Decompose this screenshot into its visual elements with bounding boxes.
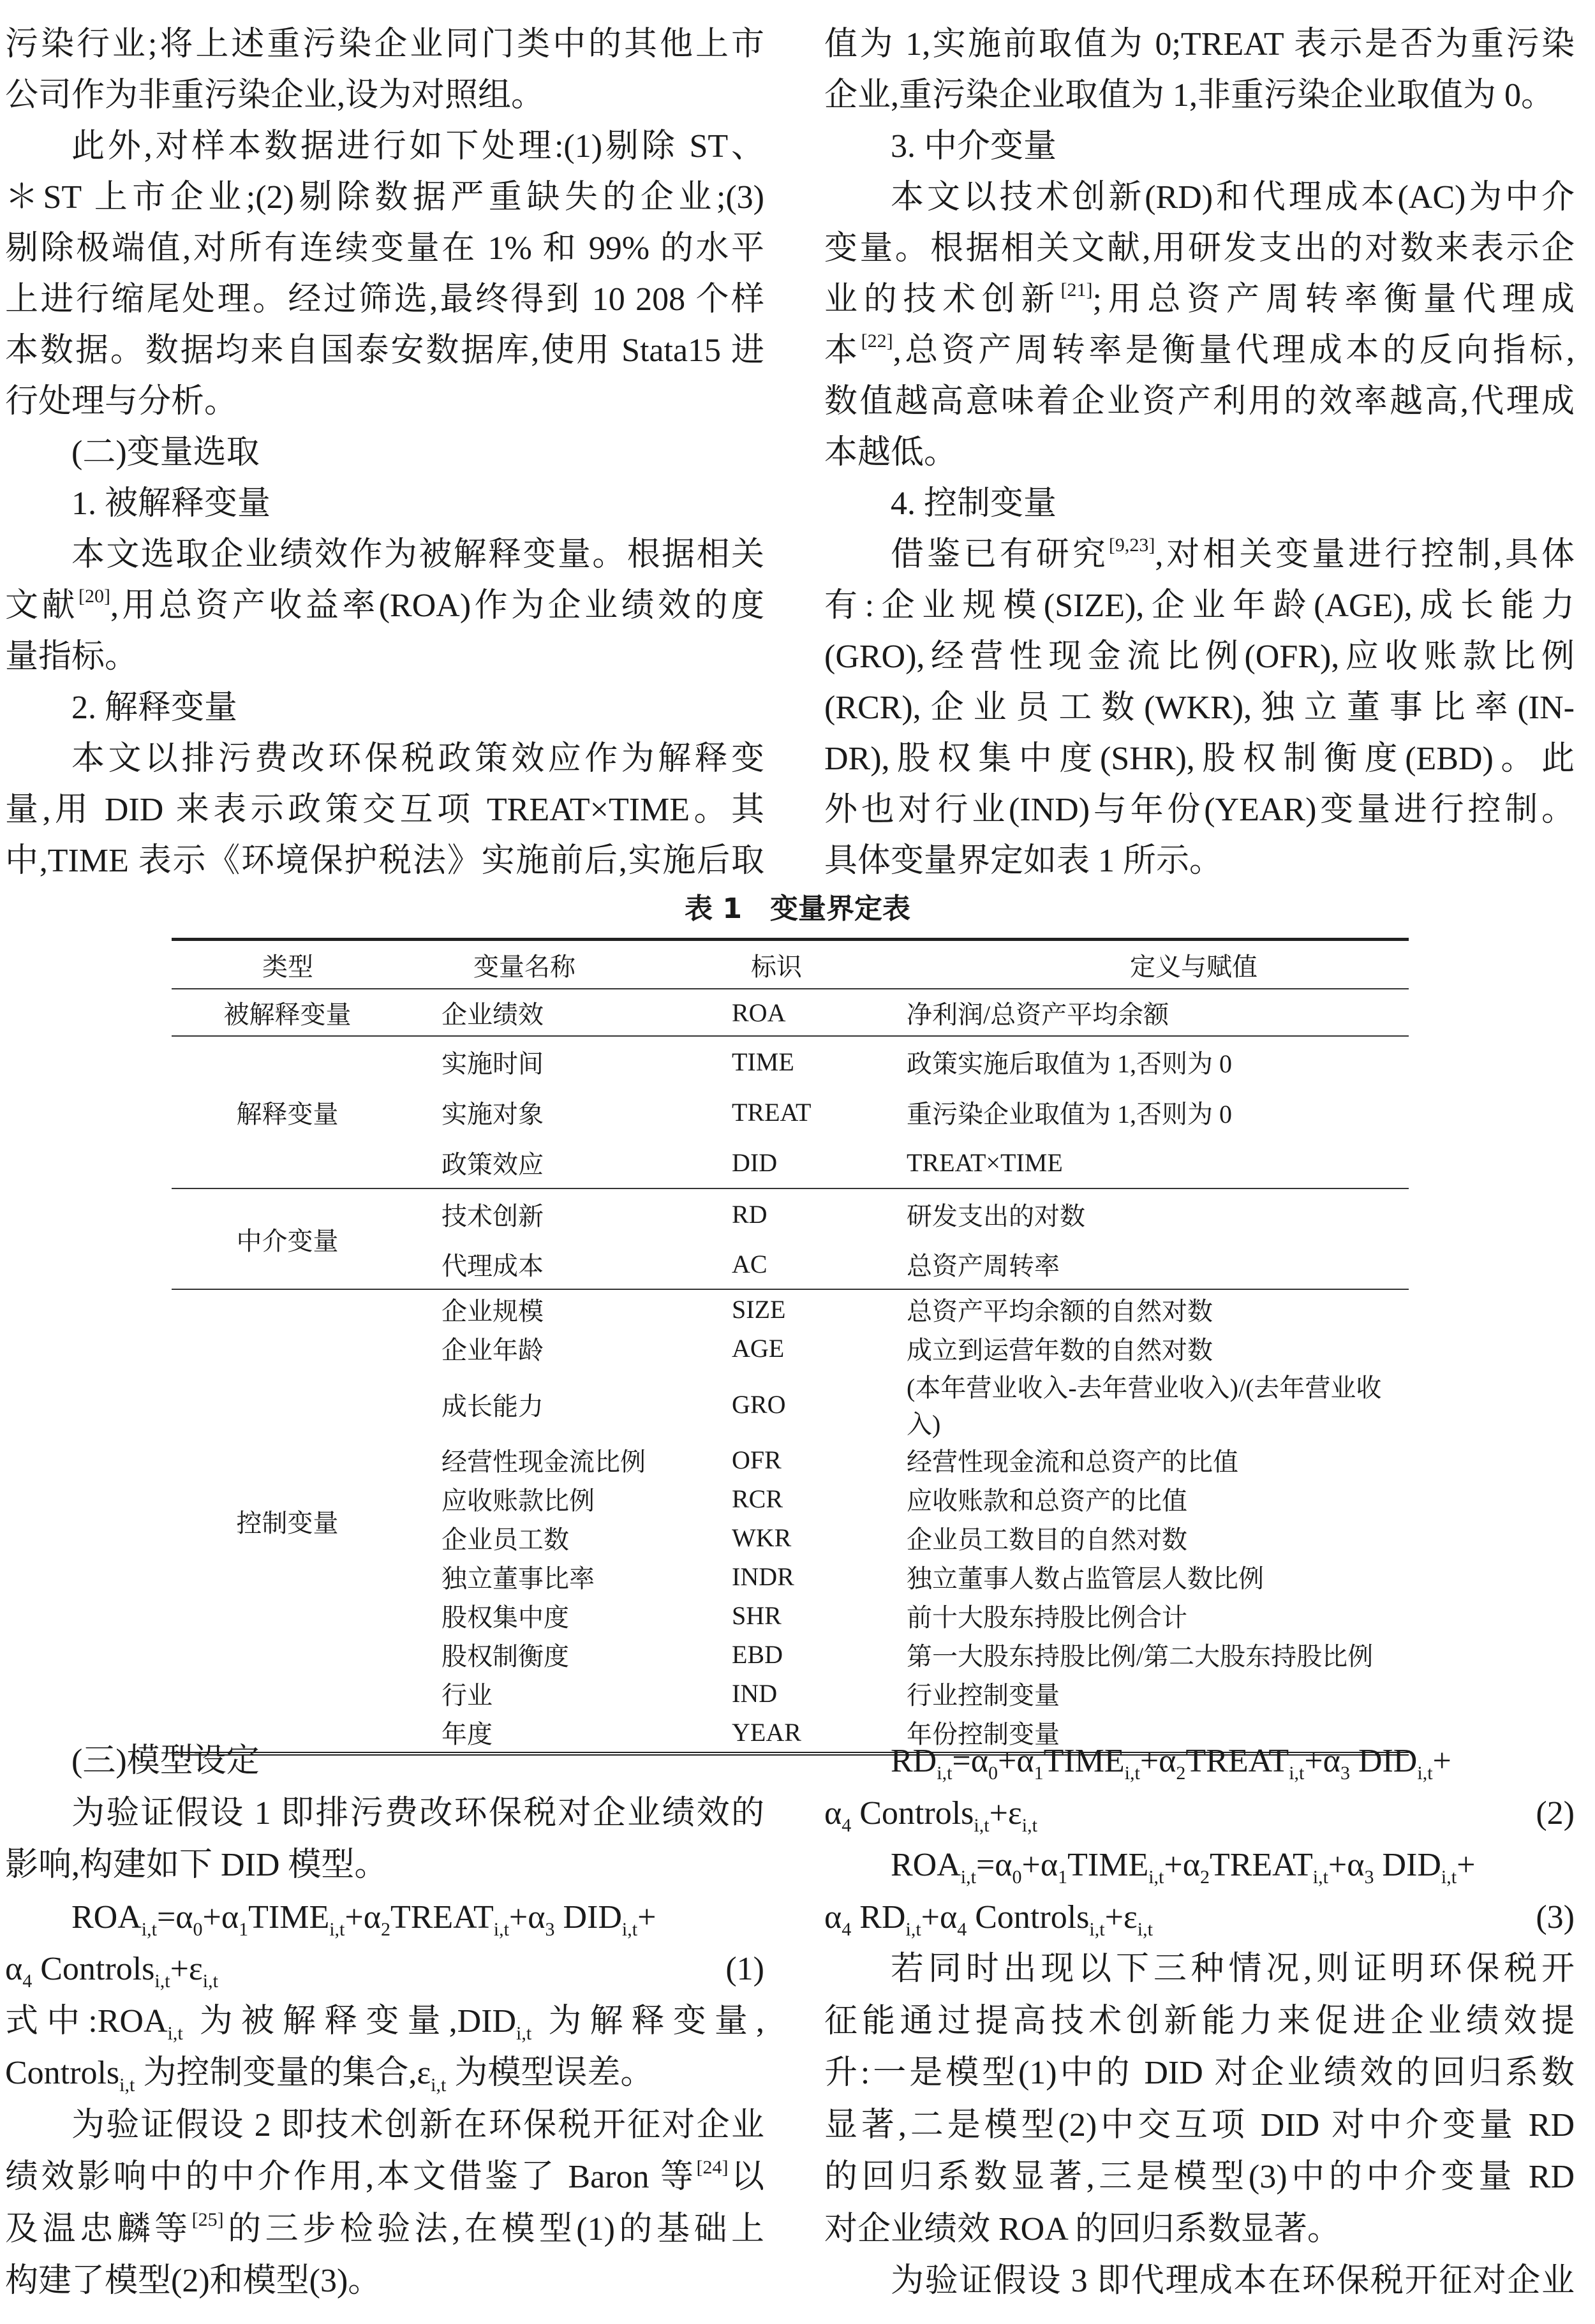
table-title: 表 1 变量界定表 [685,892,910,925]
text-line: 征能通过提高技术创新能力来促进企业绩效提 [824,2002,1575,2039]
cell-id: AC [732,1239,907,1289]
table-row [172,1289,1409,1329]
text-line: 借鉴已有研究[9,23],对相关变量进行控制,具体 [891,535,1575,573]
cell-definition: 政策实施后取值为 1,否则为 0 [907,1049,1232,1078]
equation-line [5,1891,764,1944]
text-line: 量指标。 [5,639,138,675]
text-line: 影响,构建如下 DID 模型。 [5,1847,388,1883]
cell-name: 实施对象 [441,1100,544,1129]
header-definition: 定义与赋值 [907,940,1409,989]
text-line: 外也对行业(IND)与年份(YEAR)变量进行控制。 [824,792,1575,828]
equation-line [824,1735,1575,1787]
text-line: 文献[20],用总资产收益率(ROA)作为企业绩效的度 [5,586,764,624]
cell-name: 应收账款比例 [441,1486,595,1515]
cell-name: 代理成本 [441,1239,732,1289]
variable-definition-table [172,938,1409,1756]
text-line: 有:企业规模(SIZE),企业年龄(AGE),成长能力 [824,588,1575,624]
cell-definition: TREAT×TIME [907,1137,1409,1188]
cell-definition: 行业控制变量 [907,1681,1060,1710]
equation-line [824,1787,1575,1840]
text-line: 3. 中介变量 [891,128,1057,165]
text-line: 升:一是模型(1)中的 DID 对企业绩效的回归系数 [824,2055,1575,2091]
equation-line [824,1891,1575,1944]
equation-text: $RD_{i,t}=\alpha_0+\alpha_1TIME_{i,t}+\alpha_2TREAT_{i,t}+\alpha_3$ $DID_{i,t}+$ [891,1743,1451,1784]
cell-name: 股权制衡度 [441,1642,569,1671]
text-line: ＊ST 上市企业;(2)剔除数据严重缺失的企业;(3) [5,179,764,216]
cell-id: RCR [732,1484,783,1513]
table-header-row [172,940,1409,989]
cell-definition: 应收账款和总资产的比值 [907,1486,1187,1515]
text-line: 具体变量界定如表 1 所示。 [824,843,1223,879]
cell-type: 解释变量 [172,1036,441,1188]
text-line: (RCR),企业员工数(WKR),独立董事比率(IN- [824,690,1575,726]
text-line: 2. 解释变量 [71,690,238,726]
cell-id: DID [732,1137,907,1188]
equation-number: (3) [1536,1898,1575,1935]
cell-id: GRO [732,1389,786,1419]
cell-id: SHR [732,1601,782,1630]
equation-text: $\alpha_4$ $Controls_{i,t}+\varepsilon_{i,t}$ [5,1951,218,1992]
cell-definition: 重污染企业取值为 1,否则为 0 [907,1100,1232,1129]
text-line: 4. 控制变量 [891,485,1057,522]
text-line: 中,TIME 表示《环境保护税法》实施前后,实施后取 [5,843,764,879]
equation-text: $ROA_{i,t}=\alpha_0+\alpha_1TIME_{i,t}+\alpha_2TREAT_{i,t}+\alpha_3$ $DID_{i,t}+$ [891,1847,1476,1888]
text-line: 为验证假设 1 即排污费改环保税对企业绩效的 [71,1795,764,1832]
cell-name: 经营性现金流比例 [441,1447,646,1476]
cell-name: 企业绩效 [441,989,732,1036]
cell-definition: (本年营业收入-去年营业收入)/(去年营业收入) [907,1373,1382,1439]
text-line: 式中$:ROA_{i,t}$ 为被解释变量$,DID_{i,t}$ 为解释变量, [5,2002,764,2044]
equation-number: (2) [1536,1795,1575,1832]
header-type: 类型 [172,940,441,989]
cell-name: 独立董事比率 [441,1564,595,1593]
cell-name: 企业规模 [441,1297,544,1326]
cell-definition: 第一大股东持股比例/第二大股东持股比例 [907,1642,1374,1671]
text-line: 绩效影响中的中介作用,本文借鉴了 Baron 等[24]以 [5,2157,764,2195]
header-id: 标识 [732,940,907,989]
cell-name: 技术创新 [441,1201,544,1231]
cell-type: 被解释变量 [172,989,441,1036]
body-text-bottom-right [824,1735,1575,2307]
text-line: 上进行缩尾处理。经过筛选,最终得到 10 208 个样 [5,281,764,318]
equation-number: (1) [725,1951,764,1987]
cell-name: 成长能力 [441,1391,544,1421]
text-line: 数值越高意味着企业资产利用的效率越高,代理成 [824,383,1575,420]
text-line: 若同时出现以下三种情况,则证明环保税开 [891,1951,1575,1987]
cell-id: OFR [732,1446,782,1474]
cell-type: 控制变量 [236,1508,339,1537]
text-line: (GRO),经营性现金流比例(OFR),应收账款比例 [824,639,1575,675]
text-line: 变量。根据相关文献,用研发支出的对数来表示企 [824,230,1575,267]
text-line: 本数据。数据均来自国泰安数据库,使用 Stata15 进 [5,332,764,369]
cell-id: EBD [732,1640,783,1669]
text-line: 本越低。 [824,434,958,471]
cell-definition: 成立到运营年数的自然对数 [907,1336,1213,1365]
text-line: 企业,重污染企业取值为 1,非重污染企业取值为 0。 [824,77,1555,114]
body-text-top-left [5,19,764,887]
text-line: 值为 1,实施前取值为 0;TREAT 表示是否为重污染 [824,26,1575,63]
table-row [172,1036,1409,1087]
table-row [172,989,1409,1036]
text-line: 本[22],总资产周转率是衡量代理成本的反向指标, [824,330,1575,369]
cell-type: 中介变量 [172,1188,441,1289]
cell-id: IND [732,1679,778,1708]
text-line: 剔除极端值,对所有连续变量在 1% 和 99% 的水平 [5,230,764,267]
cell-id: ROA [732,989,907,1036]
text-line: 为验证假设 3 即代理成本在环保税开征对企业 [891,2263,1575,2299]
cell-definition: 经营性现金流和总资产的比值 [907,1447,1238,1476]
equation-line [824,1839,1575,1891]
cell-name: 年度 [441,1720,493,1749]
cell-definition: 企业员工数目的自然对数 [907,1525,1187,1554]
text-line: 构建了模型(2)和模型(3)。 [5,2263,382,2299]
text-line: (二)变量选取 [71,434,260,471]
cell-name: 实施时间 [441,1049,544,1078]
cell-id: RD [732,1199,768,1229]
text-line: Controls$_{i,t}$ 为控制变量的集合$,\varepsilon_{i,t}$ 为模型误差。 [5,2055,654,2096]
cell-name: 政策效应 [441,1137,732,1188]
text-line: DR),股权集中度(SHR),股权制衡度(EBD)。此 [824,741,1575,777]
cell-id: INDR [732,1562,794,1591]
body-text-top-right [824,19,1575,887]
text-line: 量,用 DID 来表示政策交互项 TREAT×TIME。其 [5,792,764,828]
text-line: 污染行业;将上述重污染企业同门类中的其他上市 [5,26,764,63]
cell-definition: 总资产周转率 [907,1239,1409,1289]
table-row [172,1188,1409,1239]
equation-line [5,1943,764,1995]
text-line: 本文以排污费改环保税政策效应作为解释变 [71,741,764,777]
text-line: 1. 被解释变量 [71,485,271,522]
cell-definition: 研发支出的对数 [907,1201,1085,1231]
text-line: 行处理与分析。 [5,383,238,420]
text-line: 显著,二是模型(2)中交互项 DID 对中介变量 RD [824,2106,1575,2143]
cell-id: WKR [732,1523,792,1552]
text-line: 业的技术创新[21];用总资产周转率衡量代理成 [824,279,1575,318]
equation-text: $ROA_{i,t}=\alpha_0+\alpha_1TIME_{i,t}+\alpha_2TREAT_{i,t}+\alpha_3$ $DID_{i,t}+$ [71,1898,657,1940]
cell-id: YEAR [732,1718,801,1747]
equation-text: $\alpha_4$ $RD_{i,t}+\alpha_4$ $Controls_{i,t}+\varepsilon_{i,t}$ [824,1898,1153,1940]
equation-text: $\alpha_4$ $Controls_{i,t}+\varepsilon_{i,t}$ [824,1795,1037,1836]
cell-id: TIME [732,1047,794,1076]
cell-definition: 总资产平均余额的自然对数 [907,1297,1213,1326]
cell-name: 行业 [441,1681,493,1710]
text-line: 及温忠麟等[25]的三步检验法,在模型(1)的基础上 [5,2209,764,2247]
cell-name: 企业员工数 [441,1525,569,1554]
cell-id: AGE [732,1334,785,1363]
cell-id: TREAT [732,1098,812,1127]
cell-definition: 前十大股东持股比例合计 [907,1603,1187,1632]
text-line: 对企业绩效 ROA 的回归系数显著。 [824,2210,1340,2247]
text-line: 公司作为非重污染企业,设为对照组。 [5,77,545,114]
text-line: 此外,对样本数据进行如下处理:(1)剔除 ST、 [71,128,764,165]
cell-id: SIZE [732,1295,786,1324]
text-line: (三)模型设定 [71,1743,260,1779]
text-line: 本文以技术创新(RD)和代理成本(AC)为中介 [891,179,1575,216]
cell-definition: 净利润/总资产平均余额 [907,989,1409,1036]
header-name: 变量名称 [441,940,732,989]
text-line: 为验证假设 2 即技术创新在环保税开征对企业 [71,2106,764,2143]
cell-name: 企业年龄 [441,1336,544,1365]
cell-name: 股权集中度 [441,1603,569,1632]
body-text-bottom-left [5,1735,764,2307]
cell-definition: 年份控制变量 [907,1720,1060,1749]
text-line: 本文选取企业绩效作为被解释变量。根据相关 [71,537,764,573]
cell-definition: 独立董事人数占监管层人数比例 [907,1564,1264,1593]
text-line: 的回归系数显著,三是模型(3)中的中介变量 RD [824,2159,1575,2195]
